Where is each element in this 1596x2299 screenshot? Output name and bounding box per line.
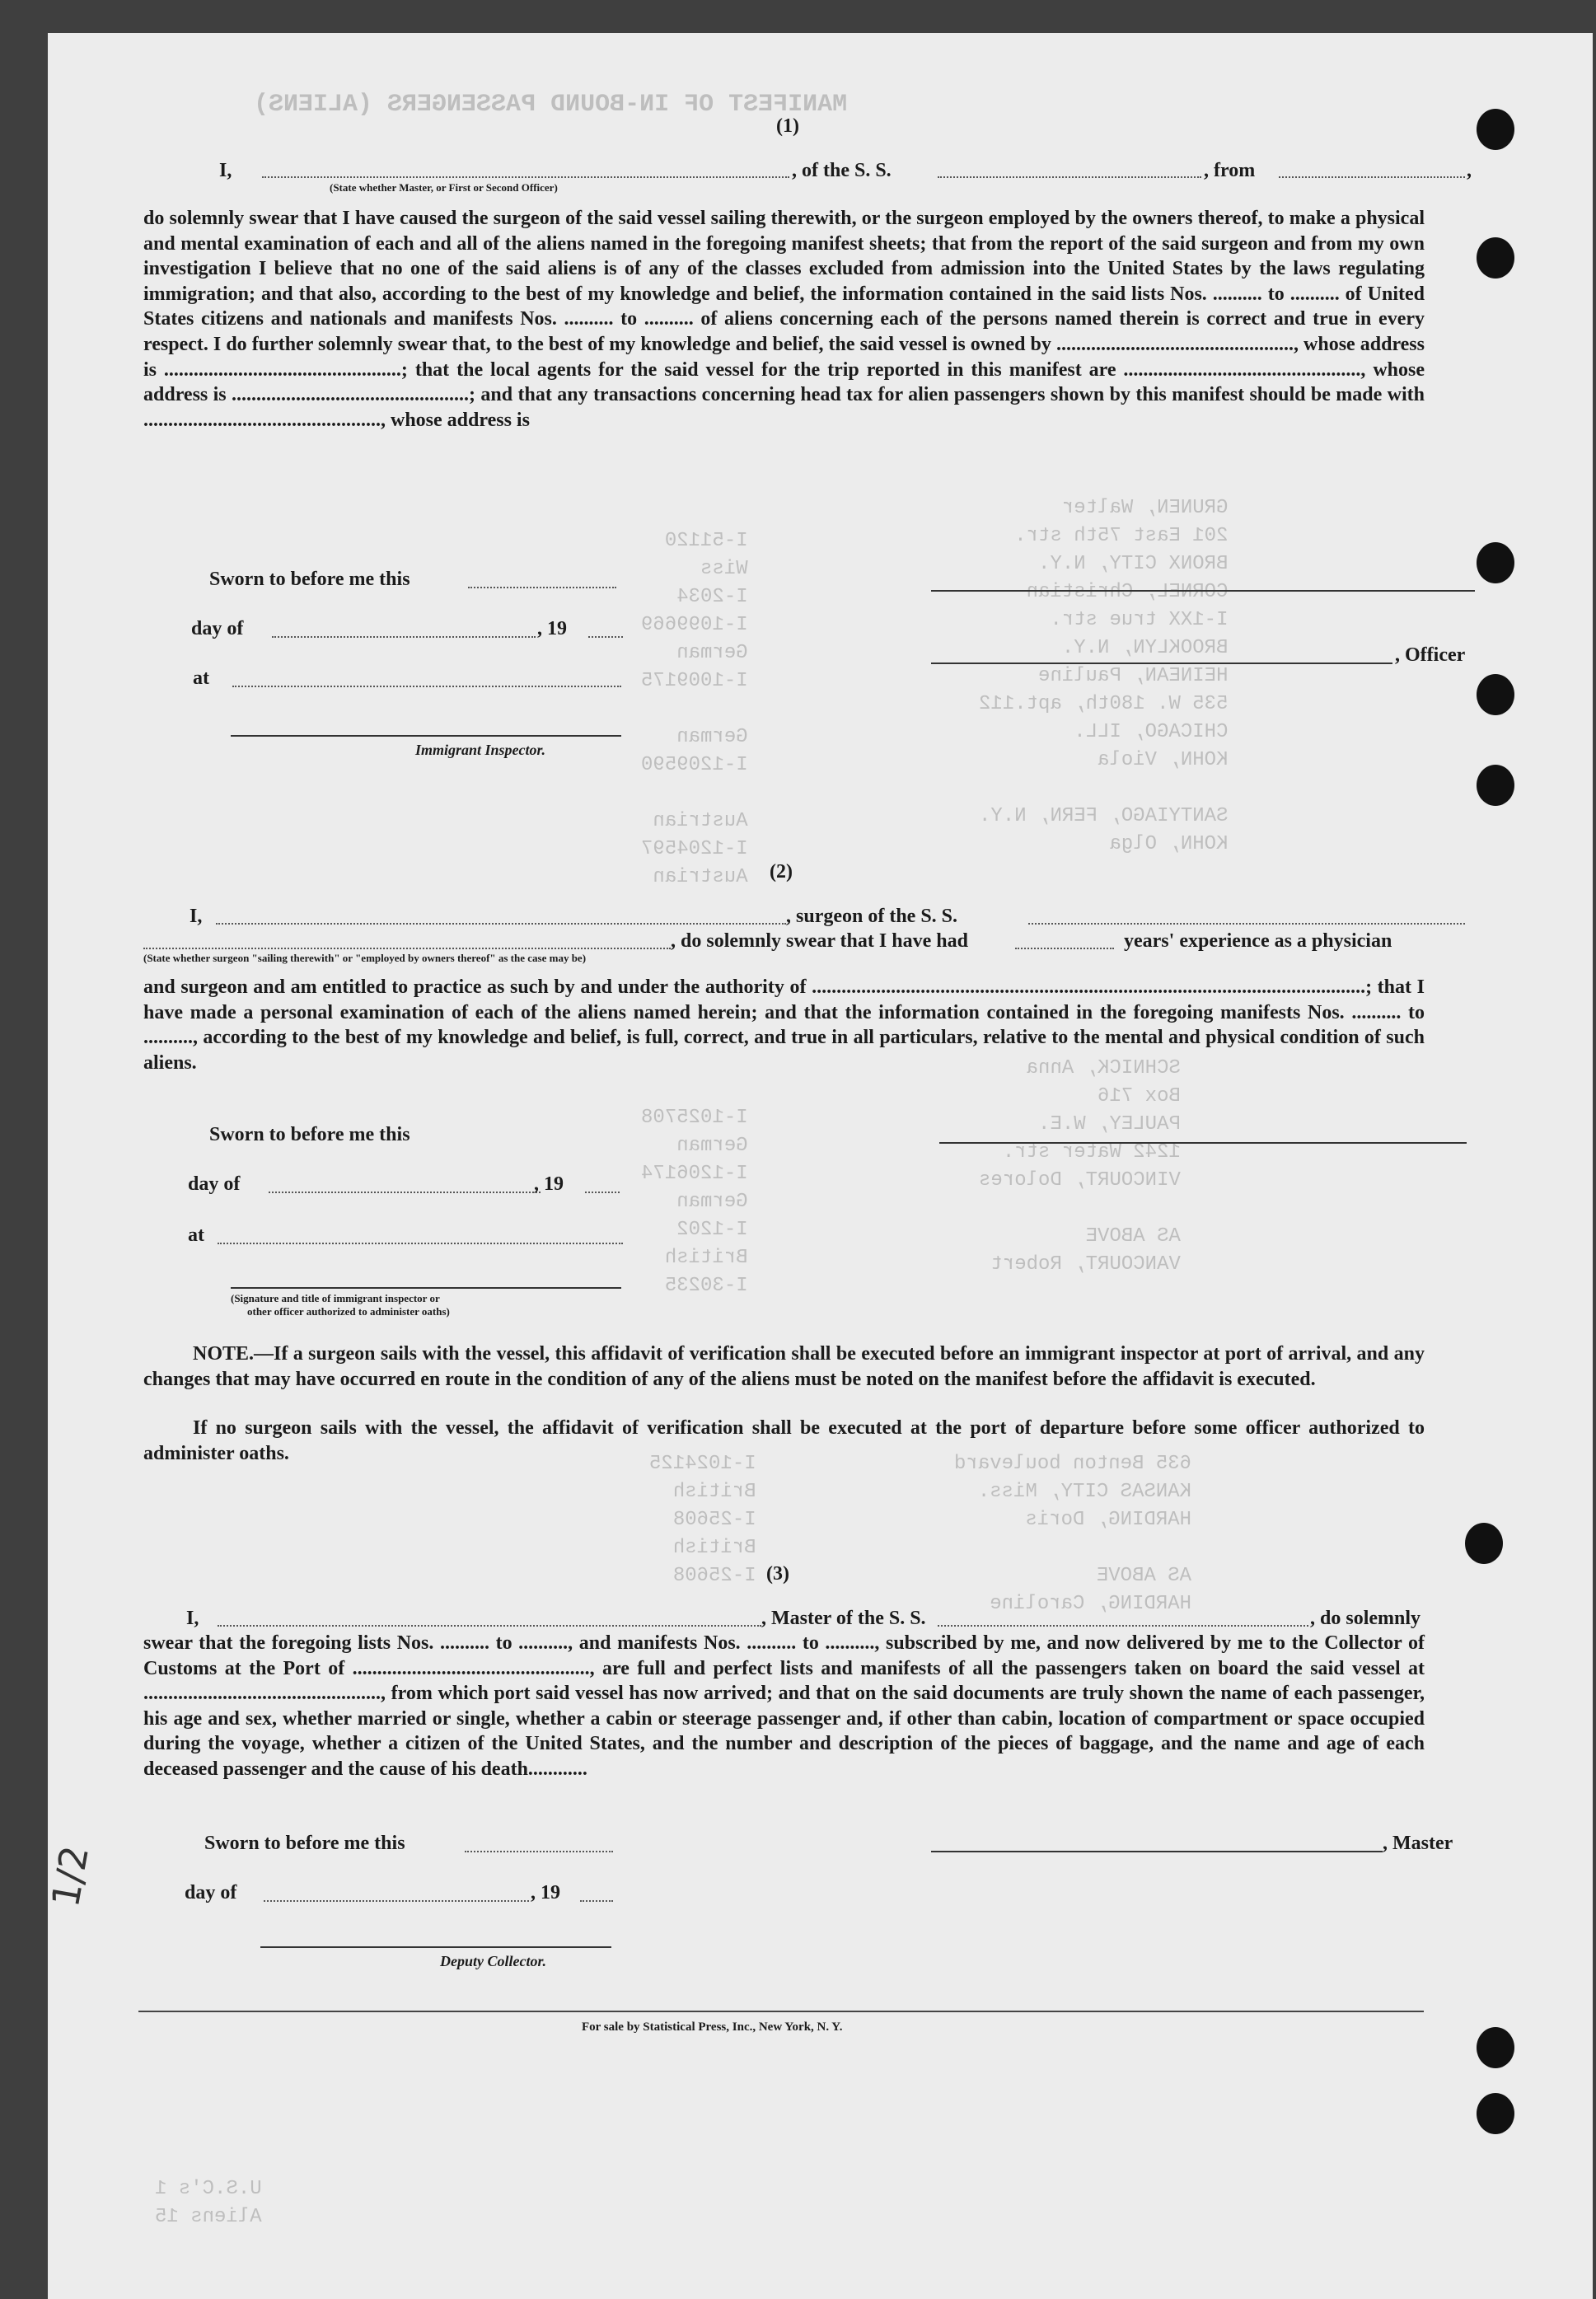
section2-sig-caption-2: other officer authorized to administer oaths) (247, 1305, 450, 1318)
section2-day-of-label: day of (188, 1173, 241, 1195)
section1-sworn-field[interactable] (468, 587, 616, 588)
section2-inspector-signature-line[interactable] (231, 1287, 621, 1289)
section3-sworn-label: Sworn to before me this (204, 1833, 405, 1854)
section1-caption: (State whether Master, or First or Second Officer) (330, 181, 558, 194)
section3-master-sig-label: , Master (1383, 1833, 1453, 1854)
section2-surgeon-name-field[interactable] (216, 923, 786, 925)
section1-officer-signature-line[interactable] (931, 590, 1475, 592)
section3-vessel-field[interactable] (938, 1625, 1308, 1627)
section2-at-field[interactable] (218, 1243, 623, 1244)
section3-master-signature-line[interactable] (931, 1851, 1383, 1852)
section1-oath-paragraph: do solemnly swear that I have caused the surgeon of the said vessel sailing therewith, or the surgeon employed by the owners thereof, to make a physical and mental examination of each and all of the aliens named in the foregoing manifest sheets; that from the report of the said surgeon and from my own investigation I believe that no one of the said aliens is of any of the classes excluded from admission into the United States by the laws regulating immigration; and that also, according to the best of my knowledge and belief, the information contained in the said lists Nos. .......... to .......... of United States citizens and nationals and manifests Nos. .......... to .......... of aliens concerning each of the persons named therein is correct and true in every respect. I do further solemnly swear that, to the best of my knowledge and belief, the said vessel is owned by ................................................, whose address is ................................................; that the local agents for the said vessel for the trip reported in this manifest are ................................................, whose address is ................................................; and that any transactions concerning head tax for alien passengers shown by this manifest should be made with ................................................, whose address is (143, 208, 1425, 431)
section3-master-name-field[interactable] (218, 1625, 761, 1627)
bleed-through-column-2: I-1025708 German I-1206174 German I-1202 British I-30235 (641, 1107, 748, 1297)
section1-year-field[interactable] (588, 636, 623, 638)
section1-day-field[interactable] (272, 636, 536, 638)
section1-day-of-label: day of (191, 618, 244, 639)
section3-i-label: I, (186, 1608, 199, 1629)
handwritten-margin-note: 1/2 (42, 1842, 98, 1911)
section1-i-label: I, (219, 160, 232, 181)
section2-oath-paragraph: and surgeon and am entitled to practice as such by and under the authority of ................................................................................................................; that I have made a personal examination of each of the aliens named herein; and that the information contained in the foregoing manifests Nos. .......... to .........., according to the best of my knowledge and belief, is full, correct, and true in all particulars, relative to the mental and physical condition of such aliens. (143, 976, 1425, 1074)
section1-officer-title-field[interactable] (262, 176, 789, 178)
section1-vessel-field[interactable] (938, 176, 1201, 178)
section1-officer-line-2[interactable] (931, 663, 1392, 664)
section3-oath-paragraph: swear that the foregoing lists Nos. .......... to .........., and manifests Nos. .......... to .........., subscribed by me, and now delivered by me to the Collector of Customs at the Port of ................................................, are full and perfect lists and manifests of all the passengers taken on board the said vessel at ................................................, from which port said vessel has now arrived; and that on the said documents are truly shown the name of each passenger, his age and sex, whether married or single, whether a cabin or steerage passenger and, if other than cabin, location of compartment or space occupied during the voyage, whether a citizen of the United States, and the number and description of the pieces of baggage, and the name and age of each deceased passenger and the cause of his death............ (143, 1632, 1425, 1780)
section3-day-field[interactable] (264, 1900, 529, 1902)
section1-officer-label: , Officer (1395, 644, 1466, 666)
section2-swear-label: , do solemnly swear that I have had (671, 930, 968, 952)
punch-hole-2 (1477, 237, 1514, 279)
manifest-affidavit-page (42, 33, 1593, 2299)
section2-note-2: If no surgeon sails with the vessel, the affidavit of verification shall be executed at the port of departure before some officer authorized to administer oaths. (143, 1417, 1425, 1464)
section3-number: (3) (766, 1563, 789, 1585)
section2-vessel-field[interactable] (1028, 923, 1465, 925)
bleed-through-names: GRUNEN, Walter 201 East 75th str. BRONX CITY, N.Y. CORNEL, Christian I-1XX true str. BROOKLYN, N.Y. HEINEAN, Pauline 535 W. 180th, apt.112 CHICAGO, ILL. KOHN, Viola SANTYIAGO, FERN, N.Y. KOHN, Olga (979, 497, 1229, 855)
section2-years-field[interactable] (1015, 948, 1114, 949)
punch-hole-7 (1477, 2027, 1514, 2068)
section2-year-field[interactable] (585, 1192, 620, 1193)
section3-master-label: , Master of the S. S. (761, 1608, 926, 1629)
section2-surgeon-signature-line[interactable] (939, 1142, 1467, 1144)
section1-inspector-label: Immigrant Inspector. (415, 742, 546, 758)
punch-hole-1 (1477, 109, 1514, 150)
section3-solemnly-label: , do solemnly (1310, 1608, 1421, 1629)
section2-caption: (State whether surgeon "sailing therewith" or "employed by owners thereof" as the case may be) (143, 952, 587, 964)
section1-port-field[interactable] (1279, 176, 1465, 178)
section3-day-of-label: day of (185, 1882, 237, 1903)
bleed-through-names-2: SCHNICK, Anna Box 716 PAULEY, W.E. 1242 Water str. VINCOURT, Dolores AS ABOVE VANCOURT, Robert (979, 1057, 1181, 1276)
section1-inspector-signature-line[interactable] (231, 735, 621, 737)
section2-year-label: , 19 (534, 1173, 564, 1195)
section3-year-label: , 19 (531, 1882, 560, 1903)
section2-surgeon-label: , surgeon of the S. S. (786, 906, 958, 927)
punch-hole-5 (1477, 765, 1514, 806)
bleed-through-names-3: 635 Benton boulevard KANSAS CITY, Miss. HARDING, Doris AS ABOVE HARDING, Caroline (954, 1453, 1192, 1615)
section1-year-label: , 19 (537, 618, 567, 639)
section2-surgeon-line2-field[interactable] (143, 948, 671, 949)
section2-note-1: NOTE.—If a surgeon sails with the vessel, this affidavit of verification shall be executed before an immigrant inspector at port of arrival, and any changes that may have occurred en route in the condition of any of the aliens must be noted on the manifest before the affidavit is executed. (143, 1343, 1425, 1390)
punch-hole-3 (1477, 542, 1514, 583)
section2-day-field[interactable] (269, 1192, 541, 1193)
section3-sworn-field[interactable] (465, 1851, 613, 1852)
section1-at-field[interactable] (232, 686, 621, 687)
section2-number: (2) (770, 861, 793, 883)
section2-sig-caption-1: (Signature and title of immigrant inspector or (231, 1292, 440, 1304)
section2-years-label: years' experience as a physician (1124, 930, 1392, 952)
section3-deputy-signature-line[interactable] (260, 1946, 611, 1948)
section2-sworn-label: Sworn to before me this (209, 1124, 410, 1145)
bleed-through-column: I-51120 Wiss I-2034 I-1099669 German I-1009175 German I-1209590 Austrian I-1204597 Austrian (641, 530, 748, 888)
section2-at-label: at (188, 1224, 204, 1246)
section1-number: (1) (776, 115, 799, 137)
section1-sworn-label: Sworn to before me this (209, 569, 410, 590)
section1-of-ss-label: , of the S. S. (792, 160, 892, 181)
section1-from-label: , from (1204, 160, 1256, 181)
punch-hole-8 (1477, 2093, 1514, 2134)
footer-rule (138, 2011, 1424, 2012)
bleed-through-bottom: U.S.C's 1 Aliens 15 (155, 2178, 262, 2228)
section3-deputy-label: Deputy Collector. (440, 1953, 546, 1969)
punch-hole-6 (1465, 1523, 1503, 1564)
section3-year-field[interactable] (580, 1900, 613, 1902)
bleed-through-text: MANIFEST OF IN-BOUND PASSENGERS (ALIENS) (254, 91, 848, 119)
bleed-through-column-3: I-1024125 British I-25608 British I-25608 (649, 1453, 756, 1587)
section1-comma: , (1467, 160, 1472, 181)
punch-hole-4 (1477, 674, 1514, 715)
footer-printer-credit: For sale by Statistical Press, Inc., New York, N. Y. (582, 2020, 843, 2034)
section1-at-label: at (193, 667, 209, 689)
section2-i-label: I, (190, 906, 203, 927)
